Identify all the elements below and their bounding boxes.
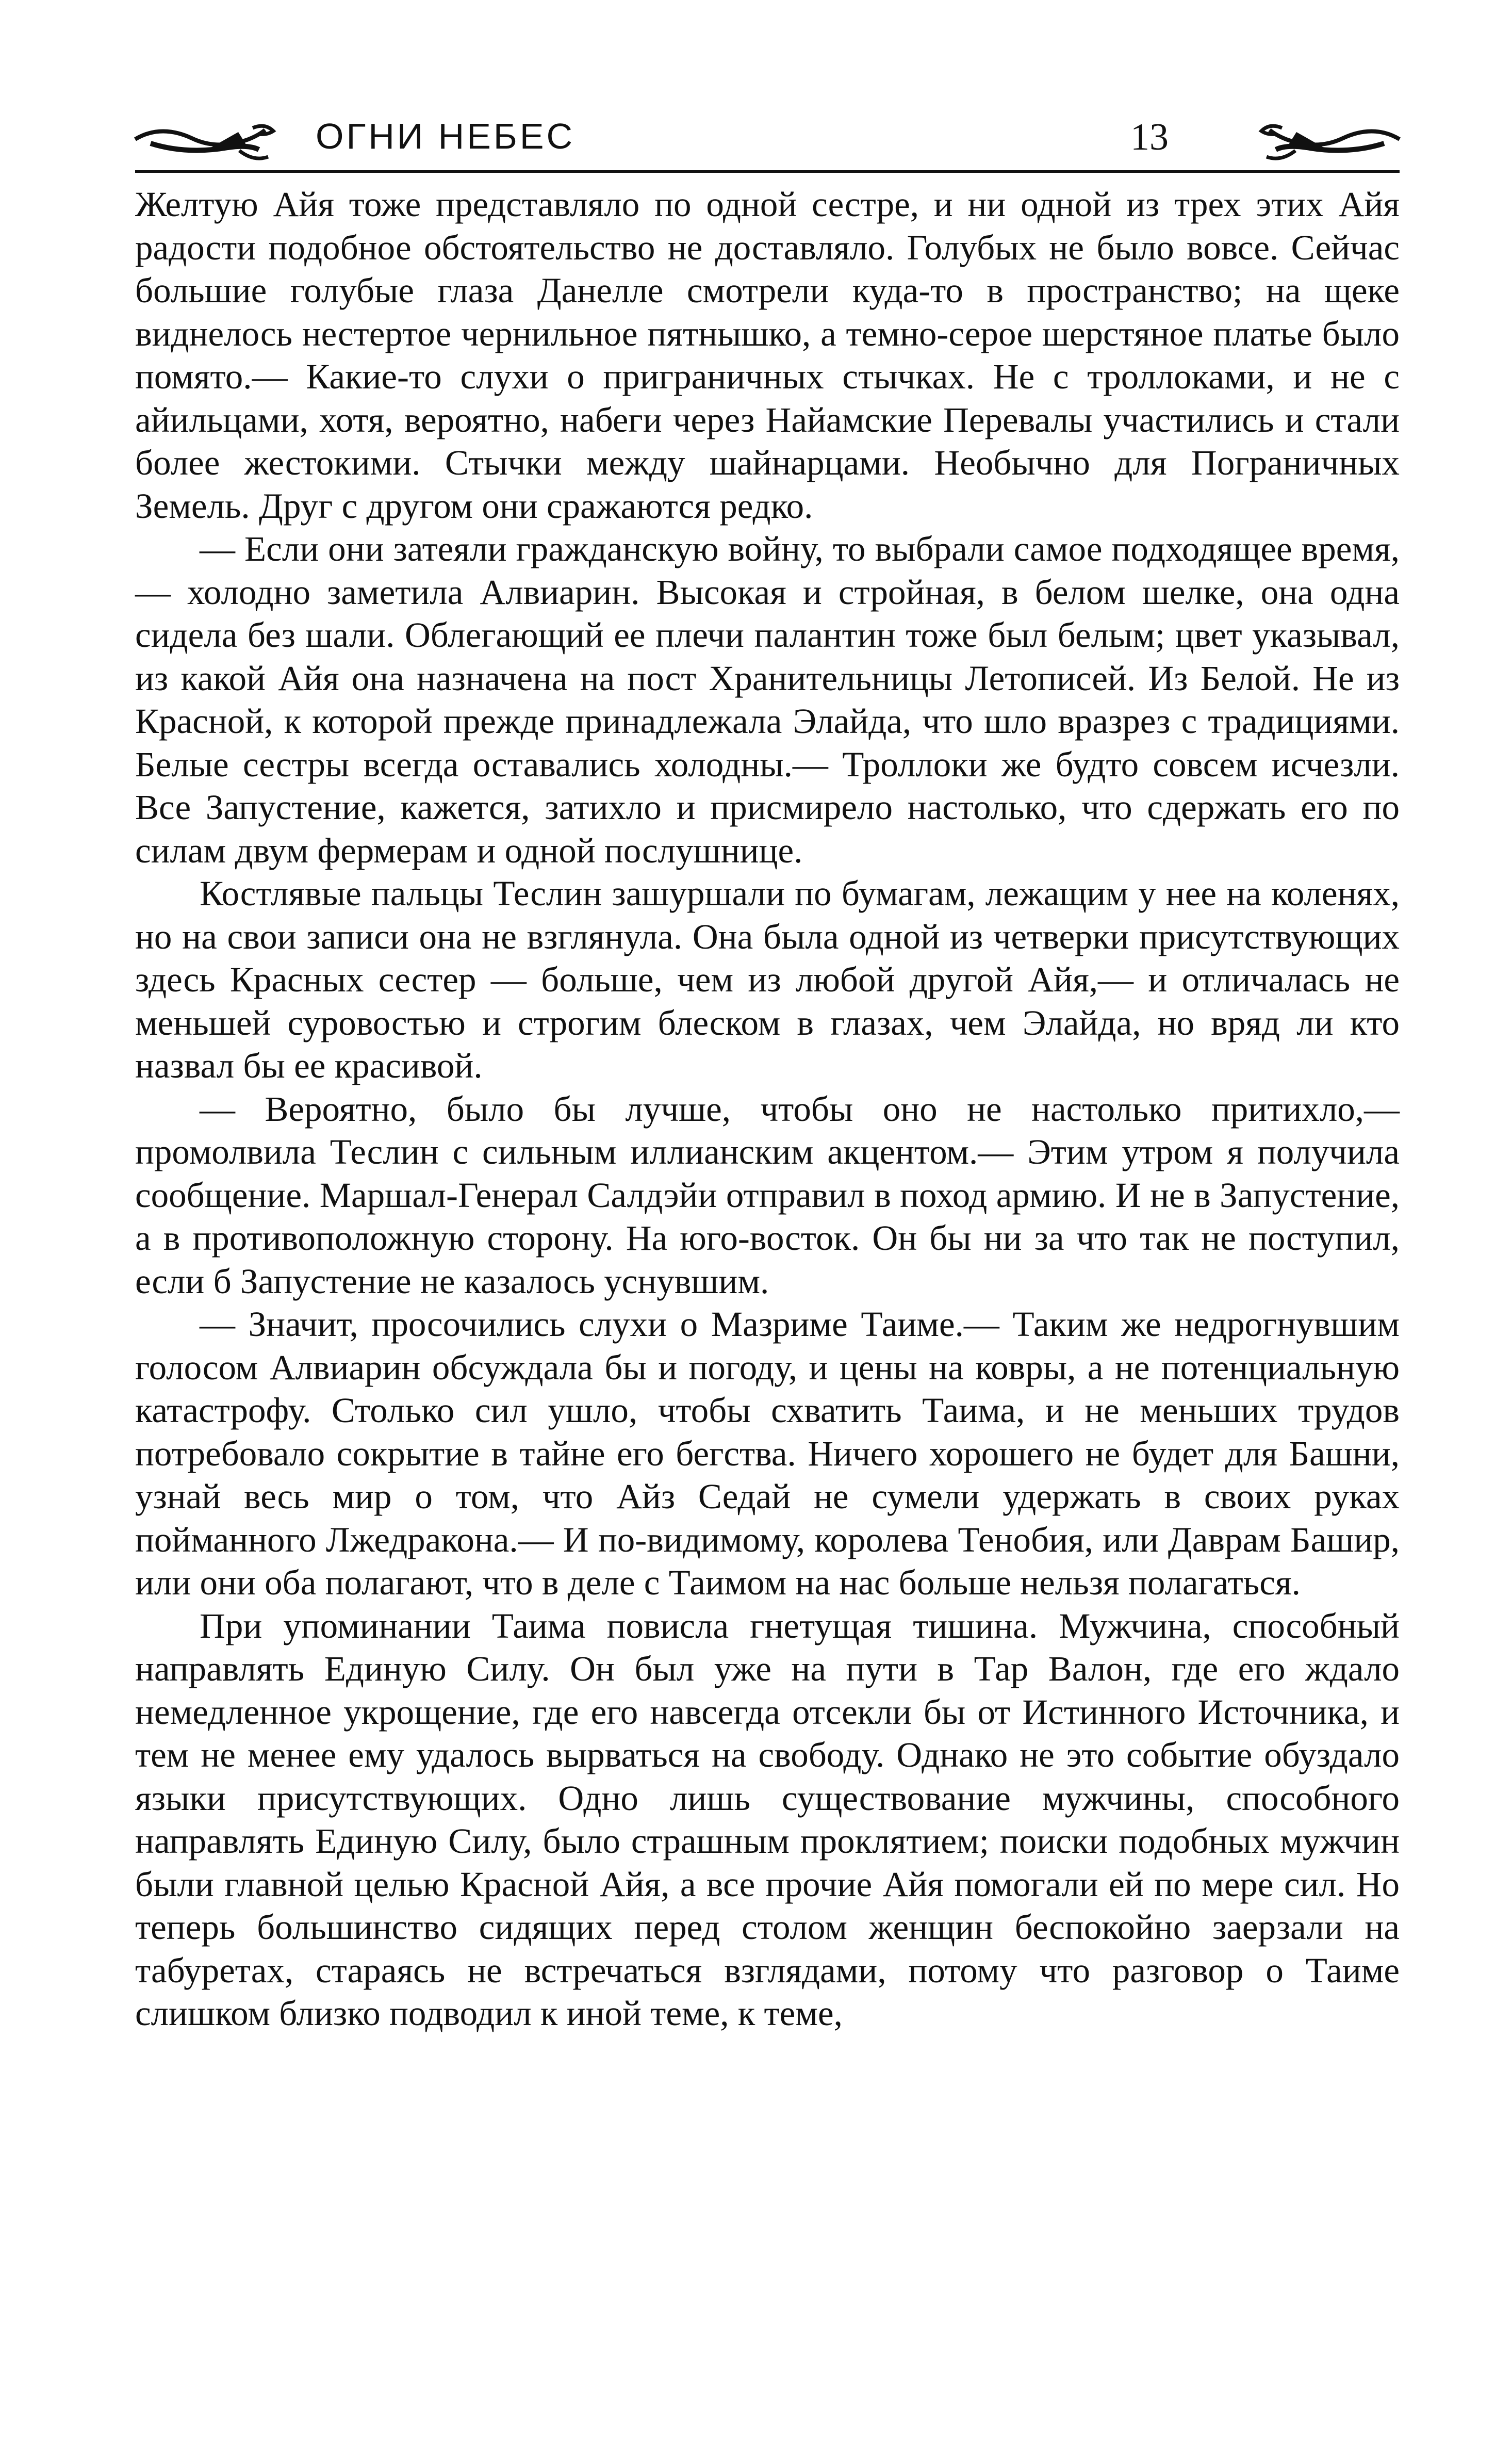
paragraph: Костлявые пальцы Теслин зашуршали по бумагам, лежащим у нее на коленях, но на свои записи она не взглянула. Она была одной из четверки присутствующих здесь Красных сестер — больше, чем из любой другой Айя,— и отличалась не меньшей суровостью и строгим блеском в глазах, чем Элайда, но вряд ли кто назвал бы ее красивой. <box>135 874 1400 1085</box>
running-head <box>135 108 1400 173</box>
page-number: 13 <box>1130 116 1169 158</box>
paragraph: Желтую Айя тоже представляло по одной сестре, и ни одной из трех этих Айя радости подобное обстоятельство не доставляло. Голубых не было вовсе. Сейчас большие голубые глаза Данелле смотрели куда-то в пространство; на щеке виднелось нестертое чернильное пятнышко, а темно-серое шерстяное платье было помято.— Какие-то слухи о приграничных стычках. Не с троллоками, и не с айильцами, хотя, вероятно, набеги через Найамские Перевалы участились и стали более жестокими. Стычки между шайнарцами. Необычно для Пограничных Земель. Друг с другом они сражаются редко. <box>135 185 1400 526</box>
scroll-ornament-right-icon <box>1250 119 1405 165</box>
paragraph: — Если они затеяли гражданскую войну, то выбрали самое подходящее время,— холодно заметила Алвиарин. Высокая и стройная, в белом шелке, она одна сидела без шали. Облегающий ее плечи палантин тоже был белым; цвет указывал, из какой Айя она назначена на пост Хранительницы Летописей. Из Белой. Не из Красной, к которой прежде принадлежала Элайда, что шло вразрез с традициями. Белые сестры всегда оставались холодны.— Троллоки же будто совсем исчезли. Все Запустение, кажется, затихло и присмирело настолько, что сдержать его по силам двум фермерам и одной послушнице. <box>135 529 1400 870</box>
paragraph: — Вероятно, было бы лучше, чтобы оно не настолько притихло,— промолвила Теслин с сильным иллианским акцентом.— Этим утром я получила сообщение. Маршал-Генерал Салдэйи отправил в поход армию. И не в Запустение, а в противоположную сторону. На юго-восток. Он бы ни за что так не поступил, если б Запустение не казалось уснувшим. <box>135 1089 1400 1301</box>
book-page <box>135 108 1400 2035</box>
body-text <box>135 183 1400 2035</box>
paragraph: — Значит, просочились слухи о Мазриме Таиме.— Таким же недрогнувшим голосом Алвиарин обсуждала бы и погоду, и цены на ковры, а не потенциальную катастрофу. Столько сил ушло, чтобы схватить Таима, и не меньших трудов потребовало сокрытие в тайне его бегства. Ничего хорошего не будет для Башни, узнай весь мир о том, что Айз Седай не сумели удержать в своих руках пойманного Лжедракона.— И по-видимому, королева Тенобия, или Даврам Башир, или они оба полагают, что в деле с Таимом на нас больше нельзя полагаться. <box>135 1305 1400 1602</box>
scroll-ornament-left-icon <box>130 119 285 165</box>
running-head-title: ОГНИ НЕБЕС <box>316 116 576 156</box>
paragraph: При упоминании Таима повисла гнетущая тишина. Мужчина, способный направлять Единую Силу. Он был уже на пути в Тар Валон, где его ждало немедленное укрощение, где его навсегда отсекли бы от Истинного Источника, и тем не менее ему удалось вырваться на свободу. Однако не это событие обуздало языки присутствующих. Одно лишь существование мужчины, способного направлять Единую Силу, было страшным проклятием; поиски подобных мужчин были главной целью Красной Айя, а все прочие Айя помогали ей по мере сил. Но теперь большинство сидящих перед столом женщин беспокойно заерзали на табуретах, стараясь не встречаться взглядами, потому что разговор о Таиме слишком близко подводил к иной теме, к теме, <box>135 1606 1400 2033</box>
